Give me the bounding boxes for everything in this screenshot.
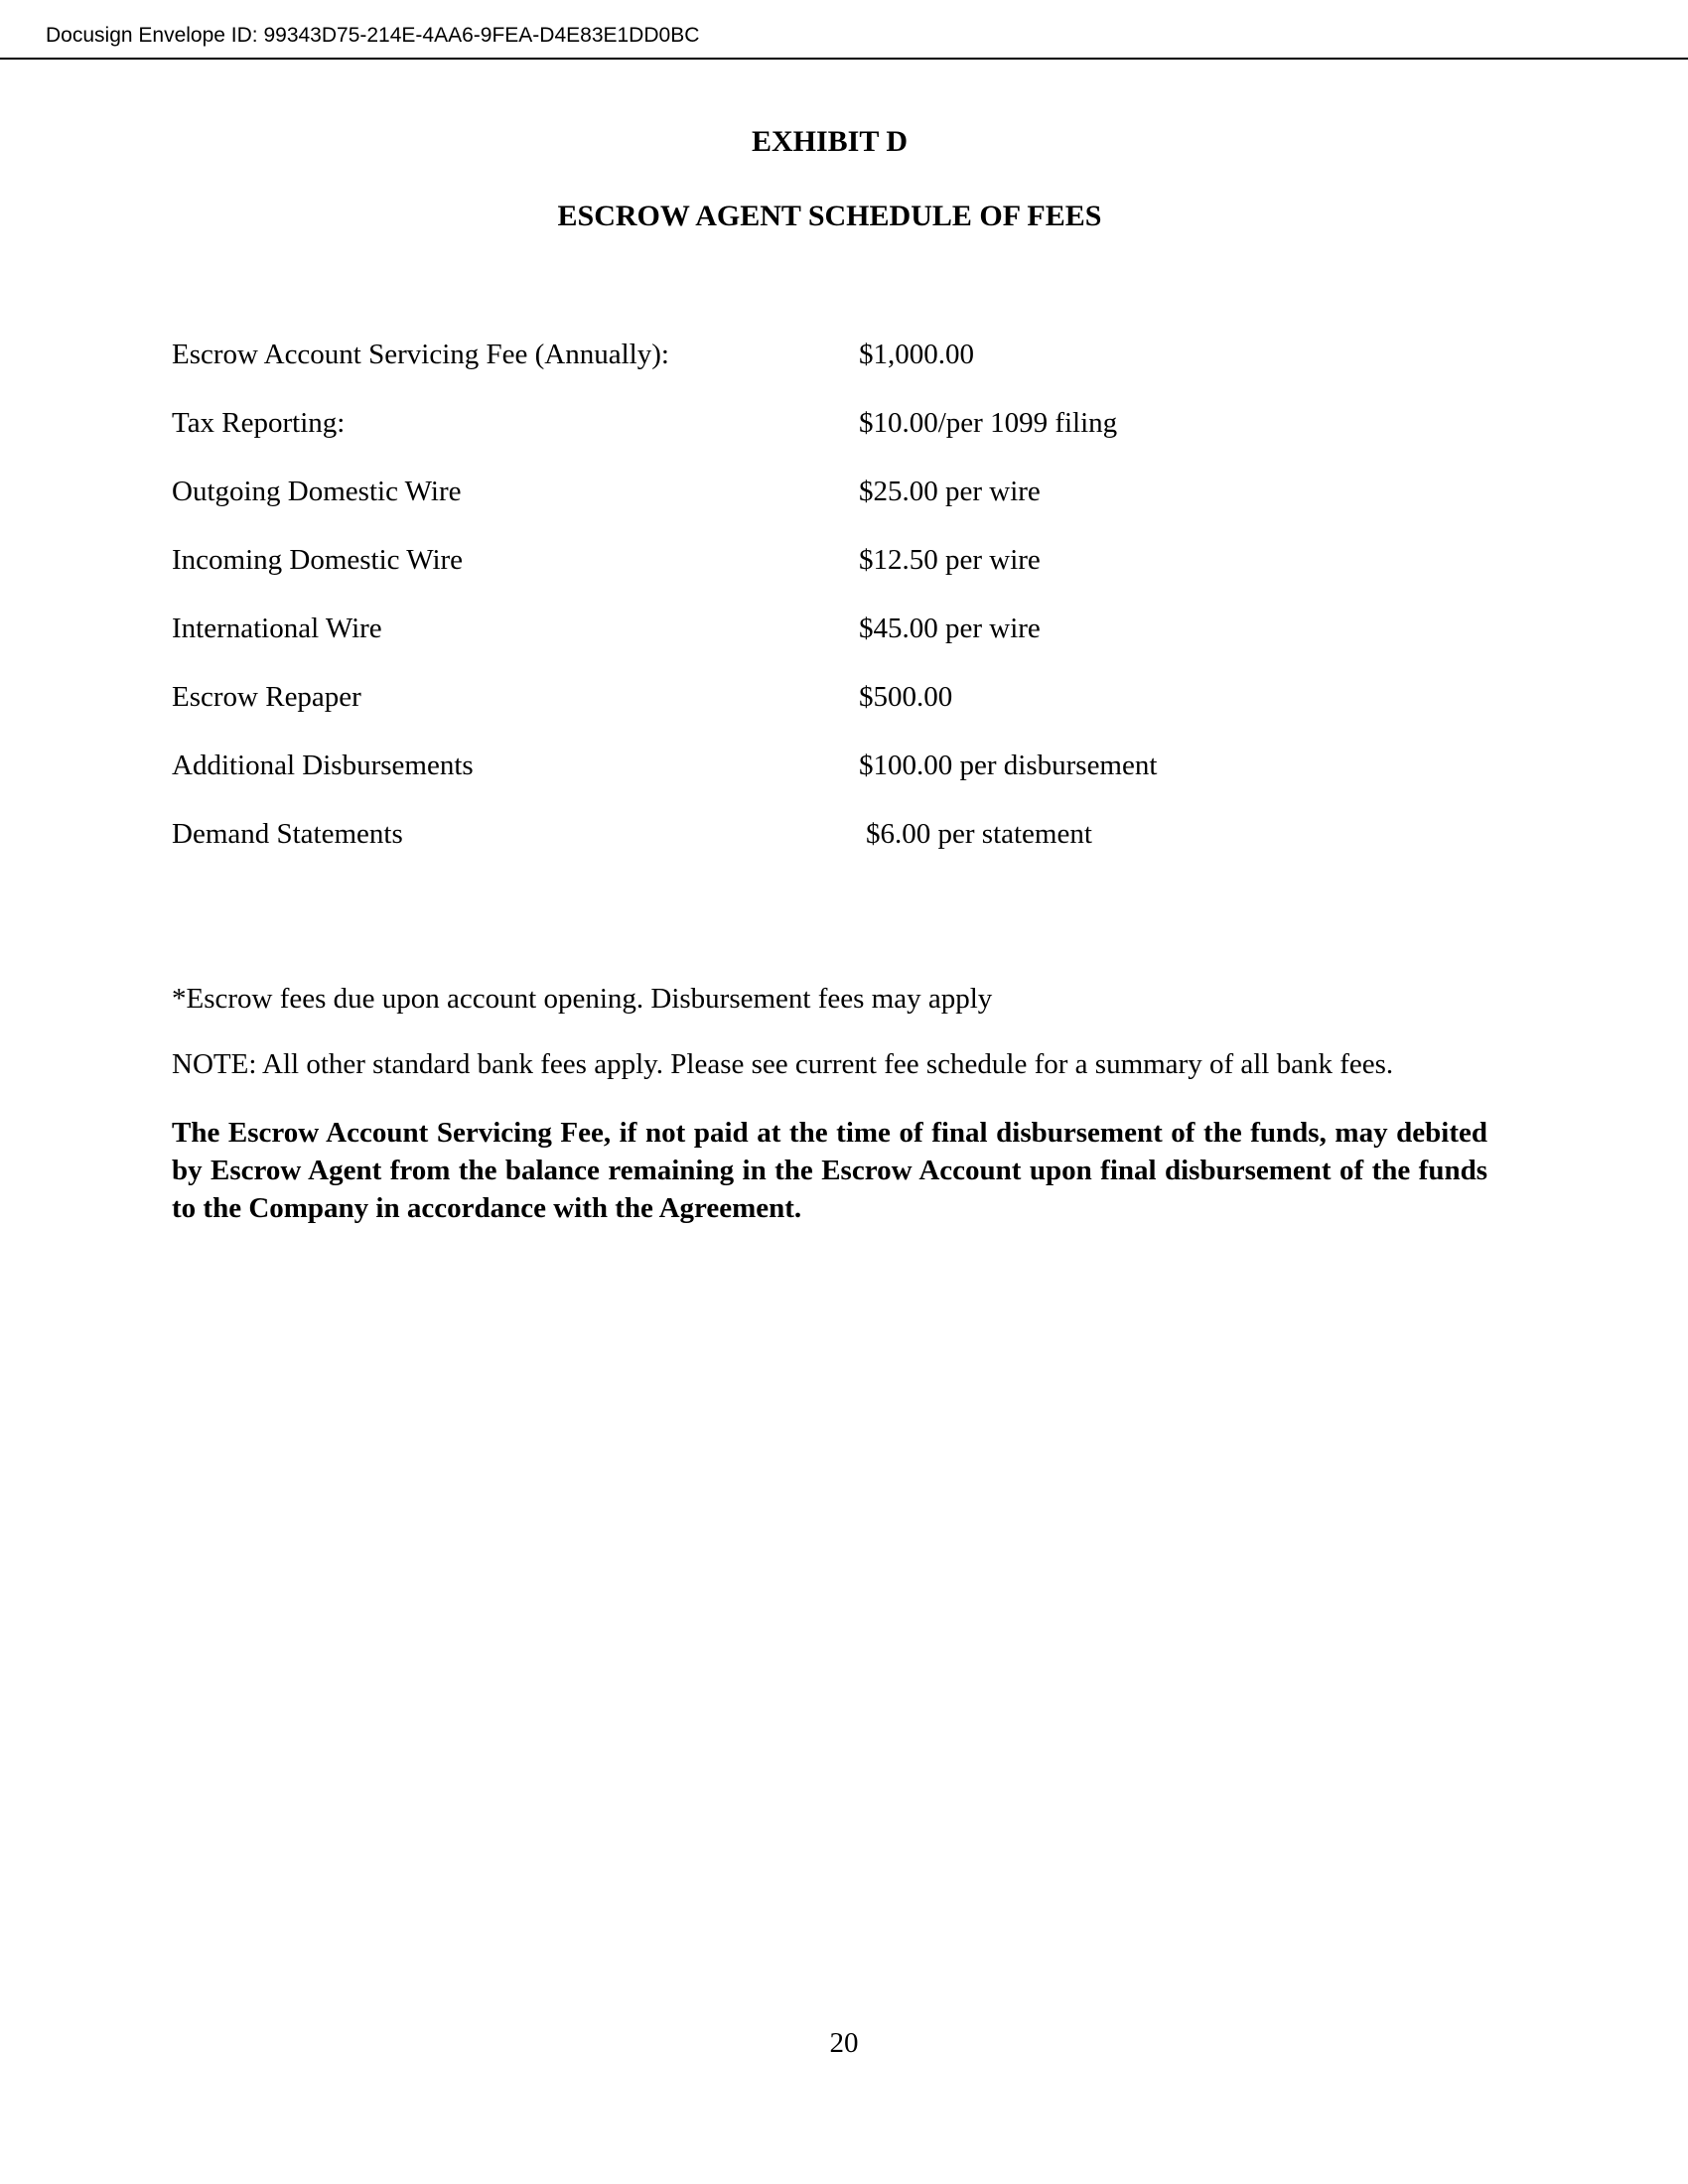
fee-row-outgoing-domestic-wire [172,478,1487,506]
standard-bank-fees-note: NOTE: All other standard bank fees apply. Please see current fee schedule for a summary of all bank fees. [172,1048,1394,1080]
document-content [0,125,1688,1227]
fee-row-incoming-domestic-wire [172,546,1487,575]
fee-label: Demand Statements [172,818,403,850]
page-footer [0,2027,1688,2060]
fee-row-additional-disbursements [172,751,1487,780]
fee-value: $100.00 per disbursement [859,750,1158,781]
fee-row-escrow-account-servicing [172,341,1487,369]
fee-label: Tax Reporting: [172,407,346,439]
fee-label: Outgoing Domestic Wire [172,476,462,507]
fee-value: $500.00 [859,681,953,713]
fee-label: Additional Disbursements [172,750,474,781]
fee-value: $6.00 per statement [866,818,1092,850]
escrow-fees-note: *Escrow fees due upon account opening. Disbursement fees may apply [172,983,993,1015]
page-number: 20 [829,2027,859,2059]
fee-row-demand-statements [172,820,1487,849]
exhibit-title: EXHIBIT D [751,125,908,158]
docusign-envelope-id: Docusign Envelope ID: 99343D75-214E-4AA6-9FEA-D4E83E1DD0BC [46,24,700,47]
fee-schedule-table [172,341,1487,849]
fee-value: $1,000.00 [859,339,974,370]
fee-label: Escrow Repaper [172,681,361,713]
header-divider [0,58,1688,60]
fee-value: $25.00 per wire [859,476,1041,507]
fee-label: Escrow Account Servicing Fee (Annually): [172,339,669,370]
schedule-of-fees-title: ESCROW AGENT SCHEDULE OF FEES [557,200,1102,232]
fee-label: International Wire [172,613,382,644]
fee-label: Incoming Domestic Wire [172,544,464,576]
fee-row-escrow-repaper [172,683,1487,712]
servicing-fee-debit-paragraph: The Escrow Account Servicing Fee, if not paid at the time of final disbursement of the funds, may debited by Escrow Agent from the balance remaining in the Escrow Account upon final disbursement of the funds to the Company in accordance with the Agreement. [172,1117,1487,1224]
fee-value: $10.00/per 1099 filing [859,407,1118,439]
fee-row-international-wire [172,614,1487,643]
fee-row-tax-reporting [172,409,1487,438]
fee-value: $12.50 per wire [859,544,1041,576]
fee-value: $45.00 per wire [859,613,1041,644]
